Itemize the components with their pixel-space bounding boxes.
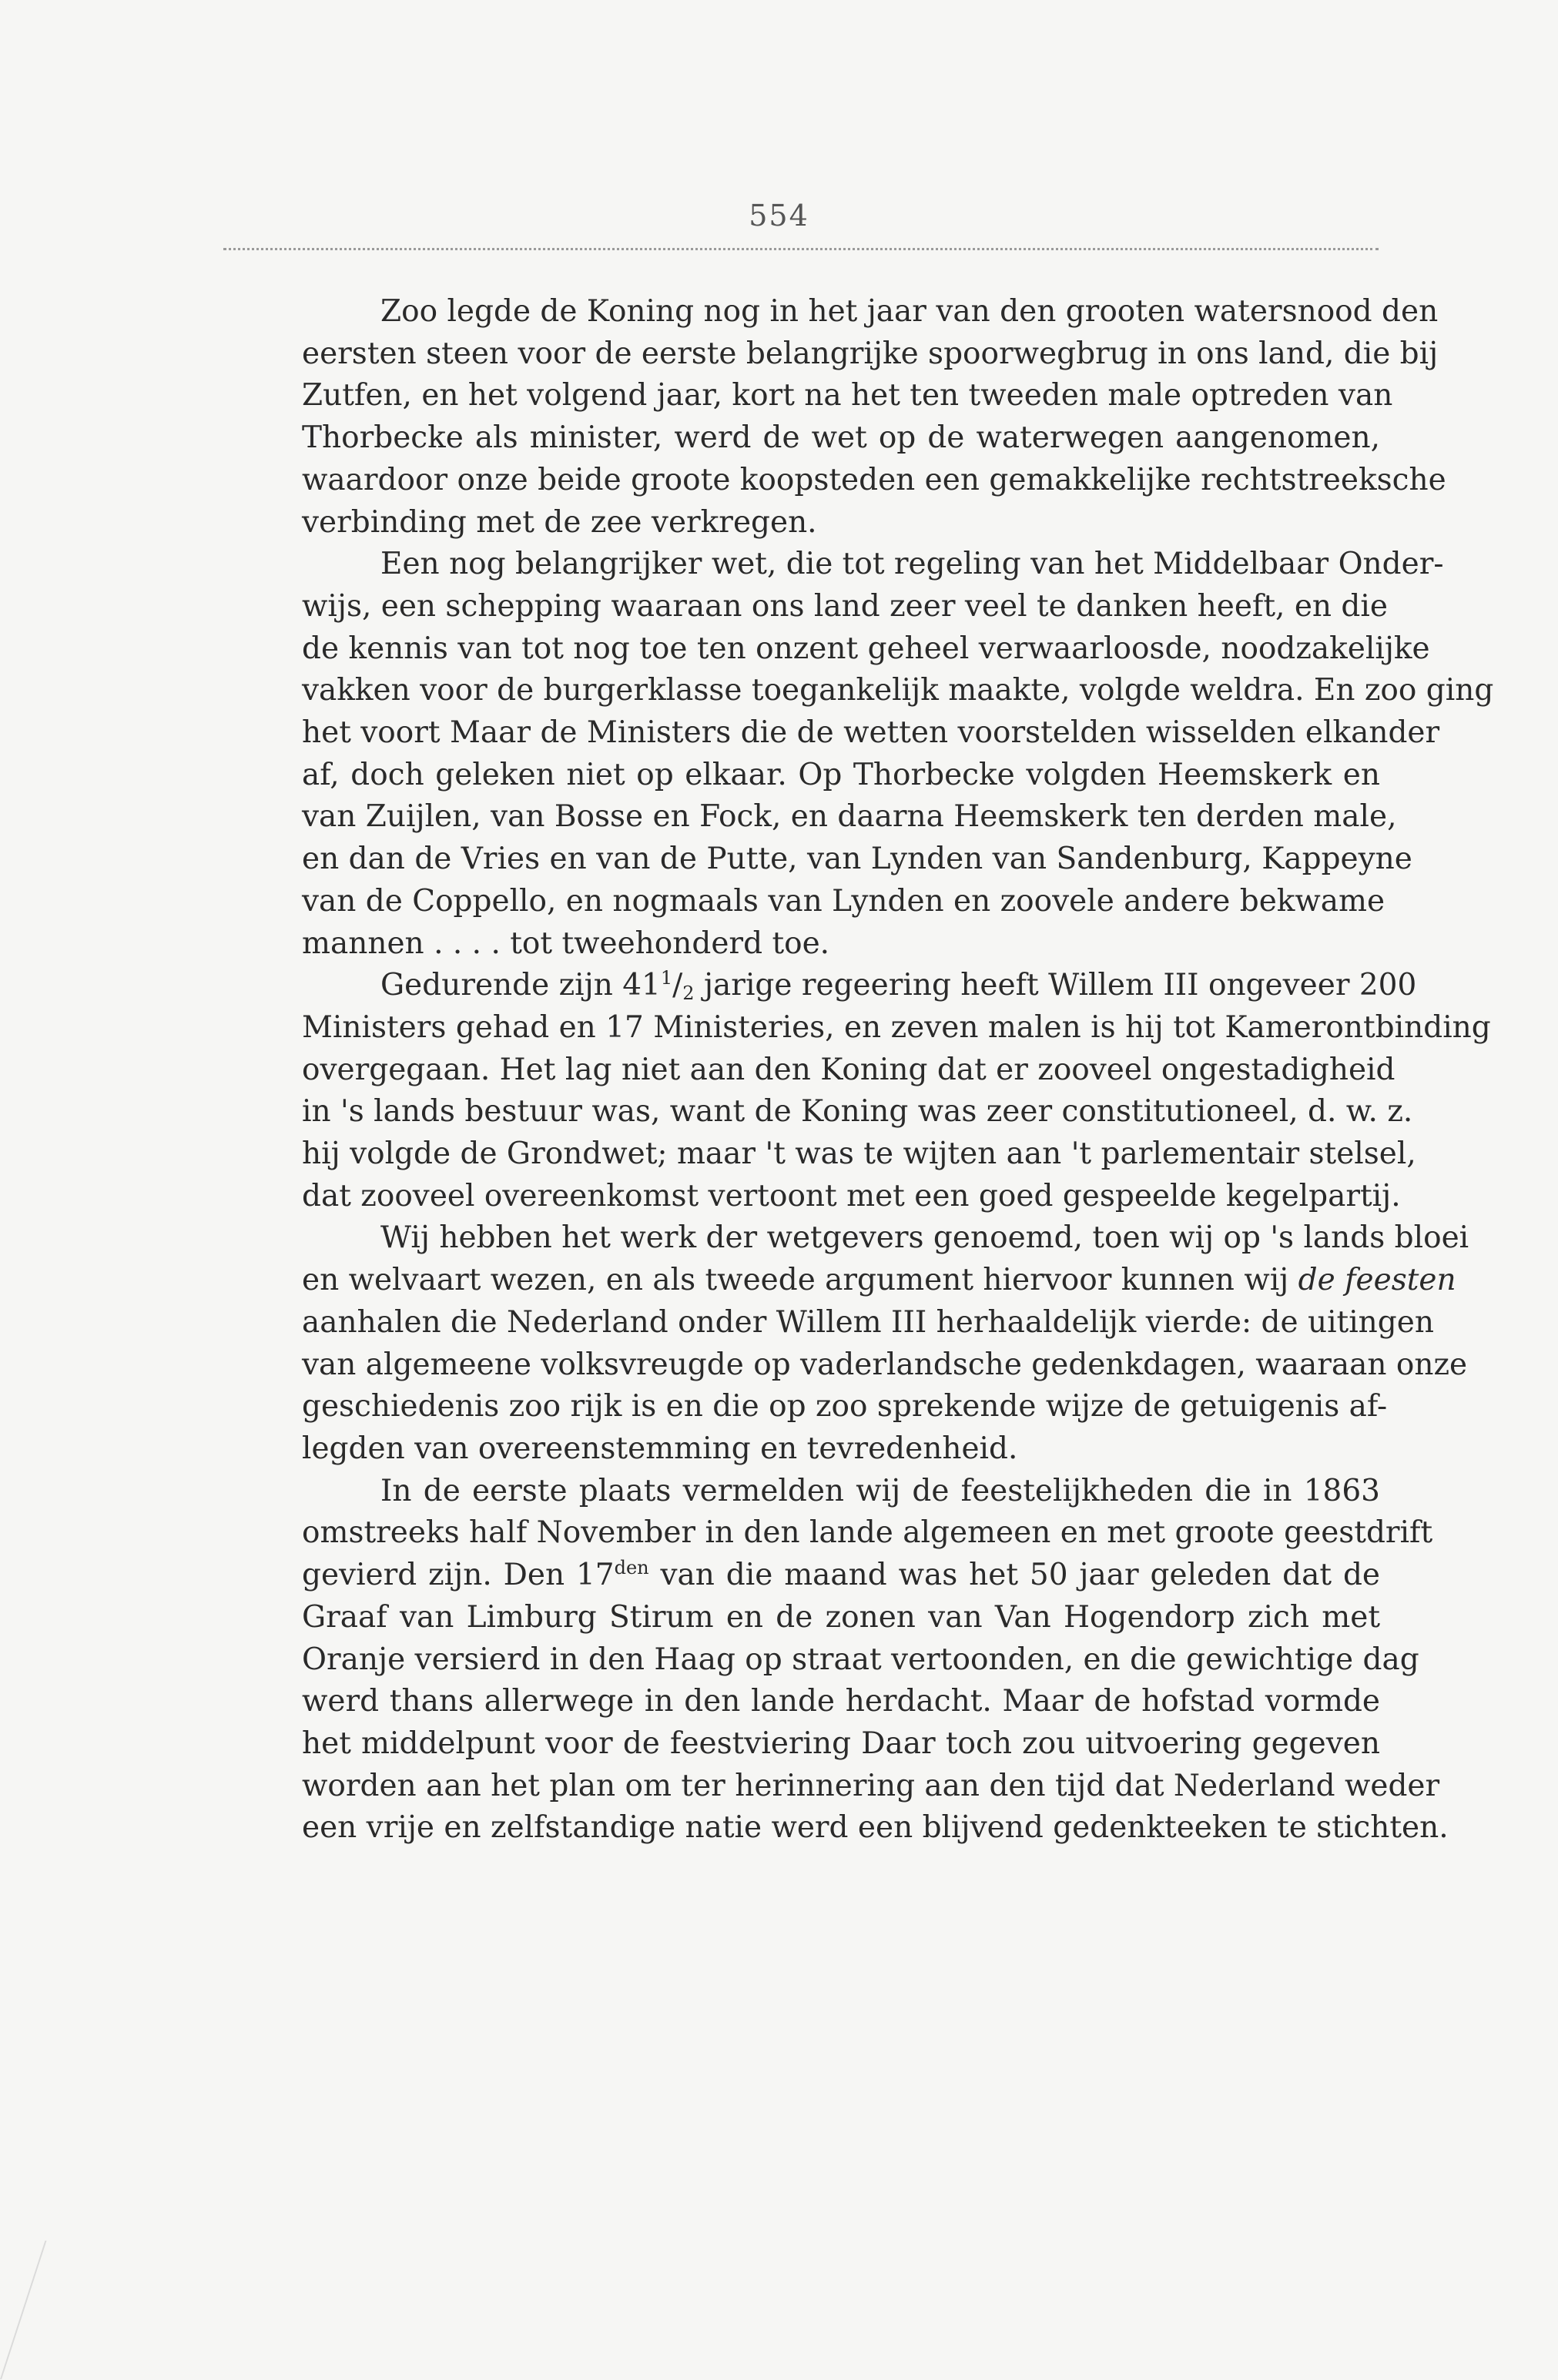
- fraction-numerator: 1: [660, 967, 673, 989]
- text-line: [223, 1555, 1380, 1597]
- text-line: in 's lands bestuur was, want de Koning was zeer constitutioneel, d. w. z.: [302, 1094, 1413, 1130]
- paragraph-4: [223, 1217, 1469, 1470]
- text-line: van de Coppello, en nogmaals van Lynden en zoovele andere bekwame: [302, 883, 1385, 919]
- text-line: Thorbecke als minister, werd de wet op de waterwegen aangenomen,: [302, 420, 1380, 456]
- paragraph-2: [223, 544, 1494, 965]
- superscript: den: [614, 1557, 649, 1579]
- text-fragment: Gedurende zijn 41: [380, 968, 661, 1003]
- text-line: af, doch geleken niet op elkaar. Op Thorbecke volgden Heemskerk en: [302, 757, 1380, 792]
- text-line: verbinding met de zee verkregen.: [302, 504, 817, 540]
- text-line: Zutfen, en het volgend jaar, kort na het ten tweeden male optreden van: [302, 378, 1393, 413]
- text-fragment: jarige regeering heeft Willem III ongeveer 200: [694, 968, 1417, 1003]
- text-line: waardoor onze beide groote koopsteden een gemakkelijke rechtstreeksche: [302, 462, 1446, 497]
- text-line: dat zooveel overeenkomst vertoont met een goed gespeelde kegelpartij.: [302, 1178, 1401, 1213]
- page-edge-mark: [0, 2241, 92, 2379]
- text-line: Zoo legde de Koning nog in het jaar van den grooten watersnood den: [380, 294, 1439, 329]
- text-line: hij volgde de Grondwet; maar 't was te wijten aan 't parlementair stelsel,: [302, 1136, 1416, 1172]
- text-line: de kennis van tot nog toe ten onzent geheel verwaarloosde, noodzakelijke: [302, 631, 1430, 666]
- text-line: aanhalen die Nederland onder Willem III herhaaldelijk vierde: de uitingen: [302, 1304, 1434, 1340]
- header-rule: [223, 248, 1379, 250]
- text-line: van algemeene volksvreugde op vaderlandsche gedenkdagen, waaraan onze: [302, 1347, 1468, 1382]
- text-line: vakken voor de burgerklasse toegankelijk maakte, volgde weldra. En zoo ging: [302, 673, 1494, 708]
- italic-phrase: de feesten: [1298, 1263, 1456, 1298]
- page-number: 554: [749, 199, 809, 233]
- text-line: eersten steen voor de eerste belangrijke spoorwegbrug in ons land, die bij: [302, 336, 1439, 371]
- text-line: en dan de Vries en van de Putte, van Lynden van Sandenburg, Kappeyne: [302, 842, 1412, 877]
- text-line: omstreeks half November in den lande algemeen en met groote geestdrift: [302, 1515, 1433, 1551]
- text-line: [223, 965, 1417, 1007]
- text-line: Graaf van Limburg Stirum en de zonen van Van Hogendorp zich met: [302, 1599, 1380, 1635]
- text-line: overgegaan. Het lag niet aan den Koning dat er zooveel ongestadigheid: [302, 1052, 1395, 1087]
- text-line: een vrije en zelfstandige natie werd een blijvend gedenkteeken te stichten.: [302, 1810, 1449, 1846]
- text-line: wijs, een schepping waaraan ons land zeer veel te danken heeft, en die: [302, 588, 1388, 624]
- text-line: werd thans allerwege in den lande herdacht. Maar de hofstad vormde: [302, 1684, 1380, 1719]
- text-line: In de eerste plaats vermelden wij de feestelijkheden die in 1863: [380, 1473, 1380, 1508]
- text-line: Oranje versierd in den Haag op straat vertoonden, en die gewichtige dag: [302, 1642, 1419, 1677]
- text-line: geschiedenis zoo rijk is en die op zoo sprekende wijze de getuigenis af-: [302, 1389, 1388, 1424]
- paragraph-3: [223, 965, 1491, 1217]
- text-line: het voort Maar de Ministers die de wetten voorstelden wisselden elkander: [302, 715, 1440, 751]
- text-fragment: van die maand was het 50 jaar geleden dat de: [648, 1558, 1380, 1593]
- body-text: [223, 291, 1494, 1849]
- fraction-denominator: 2: [682, 982, 695, 1005]
- text-line: legden van overeenstemming en tevredenheid.: [302, 1431, 1018, 1466]
- paragraph-1: [223, 291, 1446, 544]
- text-line: worden aan het plan om ter herinnering aan den tijd dat Nederland weder: [302, 1768, 1440, 1803]
- text-line: Wij hebben het werk der wetgevers genoemd, toen wij op 's lands bloei: [380, 1220, 1469, 1256]
- text-line: Een nog belangrijker wet, die tot regeling van het Middelbaar Onder-: [380, 547, 1444, 582]
- text-line: het middelpunt voor de feestviering Daar toch zou uitvoering gegeven: [302, 1726, 1380, 1761]
- text-line: [223, 1260, 1456, 1302]
- text-line: mannen . . . . tot tweehonderd toe.: [302, 926, 830, 961]
- text-line: van Zuijlen, van Bosse en Fock, en daarna Heemskerk ten derden male,: [302, 799, 1397, 835]
- text-line: Ministers gehad en 17 Ministeries, en zeven malen is hij tot Kamerontbinding: [302, 1009, 1491, 1045]
- text-fragment: gevierd zijn. Den 17: [302, 1558, 615, 1593]
- paragraph-5: [223, 1471, 1449, 1849]
- fraction-slash: /: [672, 968, 683, 1003]
- text-fragment: en welvaart wezen, en als tweede argument hiervoor kunnen wij: [302, 1263, 1298, 1298]
